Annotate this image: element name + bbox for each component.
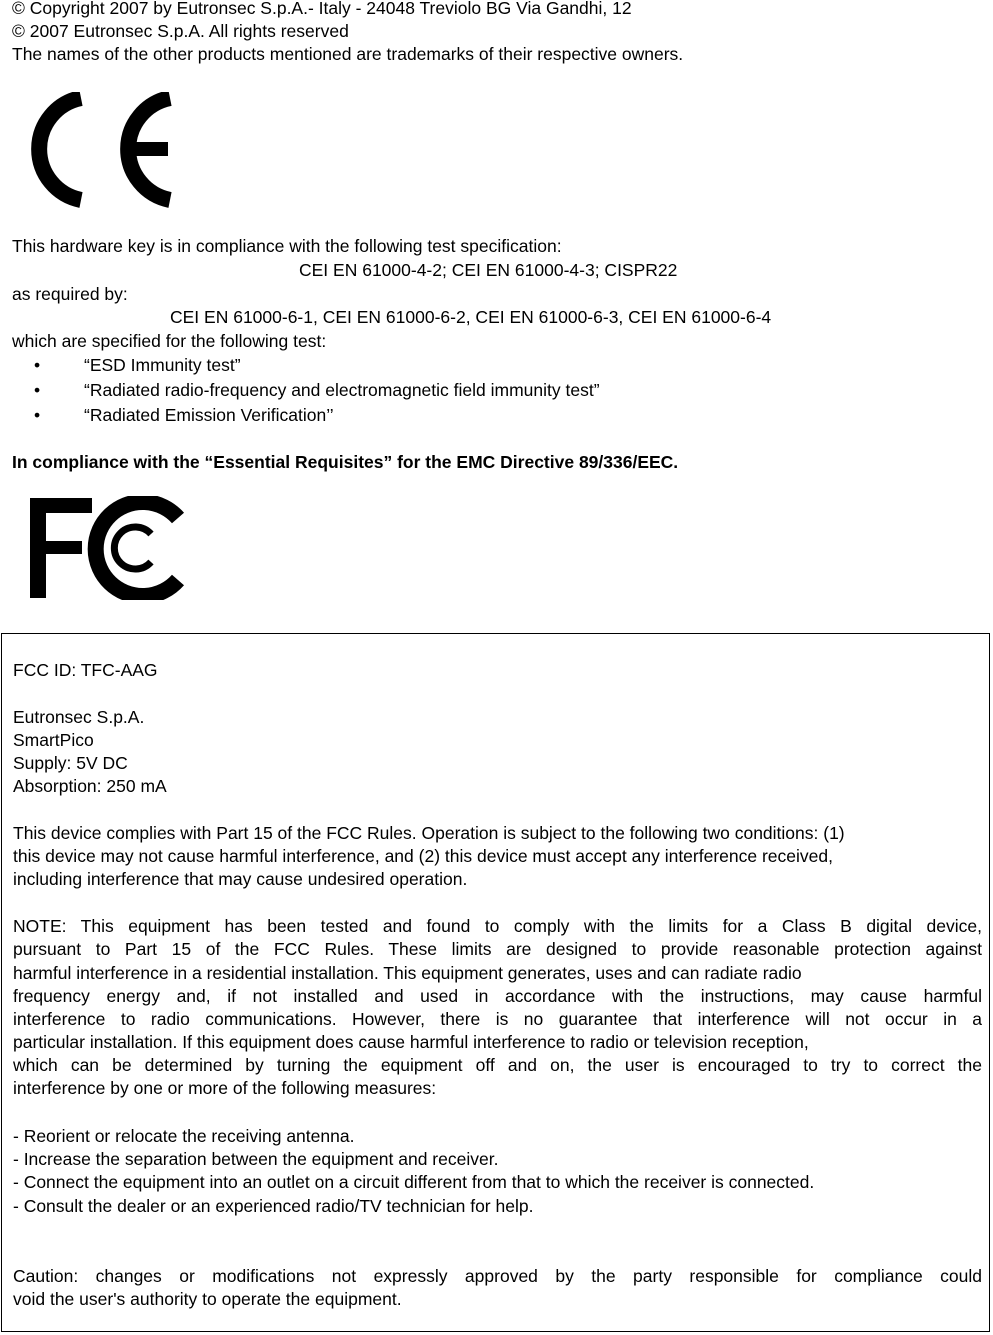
required-specs: CEI EN 61000-6-1, CEI EN 61000-6-2, CEI EN 61000-6-3, CEI EN 61000-6-4 [170, 307, 772, 327]
note-line: NOTE: This equipment has been tested and found to comply with the limits for a Class B digital device, [13, 916, 982, 936]
note-line: frequency energy and, if not installed and used in accordance with the instructions, may cause harmful [13, 986, 982, 1006]
company-name: Eutronsec S.p.A. [13, 707, 145, 727]
required-label: as required by: [12, 284, 128, 304]
note-line: pursuant to Part 15 of the FCC Rules. These limits are designed to provide reasonable protection against [13, 939, 982, 959]
ce-mark-logo [18, 92, 174, 208]
part15-line: This device complies with Part 15 of the FCC Rules. Operation is subject to the following two conditions: (1) [13, 823, 845, 843]
rights-line: © 2007 Eutronsec S.p.A. All rights reserved [12, 21, 349, 41]
compliance-intro: This hardware key is in compliance with the following test specification: [12, 236, 562, 256]
trademarks-line: The names of the other products mentioned are trademarks of their respective owners. [12, 44, 684, 64]
caution-line: Caution: changes or modifications not expressly approved by the party responsible for compliance could [13, 1266, 982, 1286]
note-line: particular installation. If this equipment does cause harmful interference to radio or television reception, [13, 1032, 809, 1052]
tests-label: which are specified for the following test: [12, 331, 327, 351]
note-line: interference to radio communications. However, there is no guarantee that interference will not occur in a [13, 1009, 982, 1029]
test-specs: CEI EN 61000-4-2; CEI EN 61000-4-3; CISPR22 [299, 260, 678, 280]
absorption-spec: Absorption: 250 mA [13, 776, 167, 796]
list-item: “ESD Immunity test” [84, 355, 241, 375]
bullet: • [34, 405, 41, 425]
measure-item: - Increase the separation between the equipment and receiver. [13, 1149, 499, 1169]
list-item: “Radiated Emission Verification’’ [84, 405, 334, 425]
measure-item: - Reorient or relocate the receiving antenna. [13, 1126, 355, 1146]
note-line: interference by one or more of the following measures: [13, 1078, 437, 1098]
emc-statement: In compliance with the “Essential Requisites” for the EMC Directive 89/336/EEC. [12, 452, 679, 472]
copyright-line: © Copyright 2007 by Eutronsec S.p.A.- Italy - 24048 Treviolo BG Via Gandhi, 12 [12, 0, 632, 18]
measure-item: - Consult the dealer or an experienced radio/TV technician for help. [13, 1196, 534, 1216]
measure-item: - Connect the equipment into an outlet on a circuit different from that to which the receiver is connected. [13, 1172, 815, 1192]
fcc-mark-logo [30, 496, 190, 600]
list-item: “Radiated radio-frequency and electromagnetic field immunity test” [84, 380, 600, 400]
part15-line: this device may not cause harmful interference, and (2) this device must accept any interference received, [13, 846, 833, 866]
fcc-id: FCC ID: TFC-AAG [13, 660, 158, 680]
supply-spec: Supply: 5V DC [13, 753, 128, 773]
caution-line: void the user's authority to operate the equipment. [13, 1289, 402, 1309]
fcc-compliance-box [1, 633, 990, 1332]
product-name: SmartPico [13, 730, 94, 750]
note-line: which can be determined by turning the equipment off and on, the user is encouraged to try to correct the [13, 1055, 982, 1075]
bullet: • [34, 355, 41, 375]
note-line: harmful interference in a residential installation. This equipment generates, uses and can radiate radio [13, 963, 802, 983]
bullet: • [34, 380, 41, 400]
part15-line: including interference that may cause undesired operation. [13, 869, 468, 889]
